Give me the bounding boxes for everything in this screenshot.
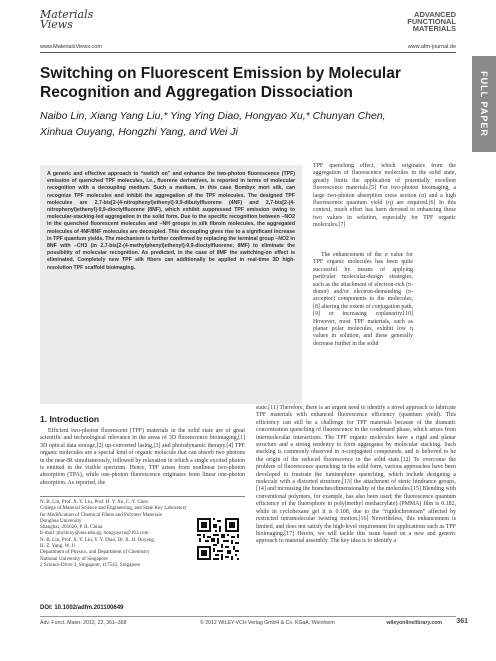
footer-rule [40, 616, 456, 617]
introduction-body [40, 428, 245, 487]
introduction-text: Efficient two-photon fluorescent (TPF) materials in the solid state are of great scientific and technological relevance in the areas of 3D fluorescence bioimaging,[1] 3D optical data storage,[2] up-converted lasing,[3] and photodynamic therapy.[4] TPF organic molecules are a special kind of organic molecule that can absorb two photons in the near-IR simultaneously, followed by relaxation in which a single excited photon is emitted in the visible spectrum. Hence, TPF arises from nonlinear two-photon absorption (TPA), while one-photon fluorescence originates from linear one-photon absorption. As reported, the [40, 428, 245, 486]
affiliation-line: Department of Physics, and Department of Chemistry [40, 549, 150, 556]
doi-link[interactable]: DOI: 10.1002/adfm.201100649 [40, 605, 124, 611]
affiliation-line: for Modification of Chemical Fibers and Polymer Materials [40, 511, 162, 518]
abstract-text: A generic and effective approach to “switch on” and enhance the two-photon fluorescence (TPF) emission of quenched TPF molecules, i.e., fluorene derivatives, is reported in terms of molecular recognition with a decoupling medium. Such a medium, in this case Bombyx mori silk, can recognize TPF molecules and inhibit the aggregation of the TPF molecules. The designed TPF molecules are 2,7-bis[2-(4-nitrophenyl)ethenyl]-9,9-dibutylfluorene (4NF) and 2,7-bis[2-(4-nitrophenyl)ethenyl]-9,9-dioctylfluorene (8NF), which exhibit suppressed TPF emission owing to molecular-stacking-led aggregation in the solid form. Due to the specific recognition between –NO2 in the quenched fluorescent molecules and –NH groups in silk fibroin molecules, the aggregated molecules of 4NF/8NF molecules are decoupled. This decoupling gives rise to a significant increase in TPF quantum yields. The mechanism is further confirmed by replacing the terminal group –NO2 in 8NF with –CH3 (in 2,7-bis[2-(4-methylphenyl)ethenyl]-9,9-dioctylfluorene; 8MF) to eliminate the possibility of molecular recognition. As predicted, in the case of 8MF the switching-on effect is eliminated. Completely new TPF silk fibers can additionally be applied in real-time 3D high-resolution TPF scaffold bioimaging. [47, 171, 295, 271]
affiliation-line: 2 Science Drive 3, Singapore, 117542, Singapore [40, 561, 141, 568]
logo-right-line1: ADVANCED [414, 10, 456, 19]
affiliation-line: National University of Singapore [40, 555, 108, 562]
right-column-bottom [256, 405, 456, 546]
header-rule [40, 52, 456, 53]
article-title: Switching on Fluorescent Emission by Molecular Recognition and Aggregation Dissociation [40, 65, 401, 101]
authors-line-1: Naibo Lin, Xiang Yang Liu,* Ying Ying Diao, Hongyao Xu,* Chunyan Chen, [40, 110, 386, 122]
footnote-rule [40, 496, 245, 497]
affiliation-line: H. Z. Yang, W. Ji [40, 543, 75, 550]
right-column-mid [313, 252, 413, 348]
affiliation-line: N. B. Lin, Prof. X. Y. Liu, Prof. H. Y. Xu, C. Y. Chen [40, 499, 149, 505]
site-right-link[interactable]: www.afm-journal.de [407, 44, 456, 50]
page-number: 361 [456, 618, 468, 625]
logo-right-line3: MATERIALS [412, 24, 456, 34]
affiliation-line: N. B. Lin, Prof. X. Y. Liu, Y. Y. Diao, Dr. X. H. Ouyang, [40, 536, 156, 543]
page-footer [40, 618, 468, 630]
site-left-link[interactable]: www.MaterialsViews.com [40, 44, 102, 50]
qr-code-icon[interactable] [197, 518, 239, 560]
right-col-mid-text: The enhancement of the σ value for TPF organic molecules has been quite successful by means of applying particular molecular-design strategies, such as the attachment of electron-rich (π-donor) and/or electron-demanding (π-acceptor) components to the molecules,[8] altering the extent of conjugation path,[9] or increasing coplanarity.[10] However, most TPF materials, such as planar polar molecules, exhibit low η values in solution, and these generally decrease further in the solid [313, 252, 413, 347]
right-column-top [313, 163, 456, 230]
author-list [40, 108, 440, 140]
logo-right-line2: FUNCTIONAL [407, 17, 456, 27]
affiliation-line: College of Material Science and Engineering, and State Key Laboratory [40, 505, 187, 512]
journal-logo [407, 11, 456, 33]
full-paper-tab [472, 56, 496, 152]
authors-line-2: Xinhua Ouyang, Hongzhi Yang, and Wei Ji [40, 126, 238, 138]
abstract-box [40, 165, 302, 404]
footer-citation: Adv. Funct. Mater. 2012, 22, 361–368 [40, 620, 127, 626]
logo-left-text: Materials Views [40, 8, 94, 31]
affiliation-line: Shanghai, 201620, P. R. China [40, 524, 103, 531]
affiliations [40, 499, 200, 568]
right-col-top-text: TPF quenching effect, which originates from the aggregation of fluorescence molecules in the solid state, greatly limits the application of potentially excellent fluorescence materials.[5] For two-photon bioimaging, a large two-photon absorption cross section (σ) and a high fluorescence quantum yield (η) are required.[6] In this context, much effort has been devoted to enhancing these two values in solution, especially for TPF organic molecules.[7] [313, 163, 456, 229]
right-col-bot-text: state.[11] Therefore, there is an urgent need to identify a novel approach to fabricate TPF materials with enhanced fluorescence efficiency (quantum yield). This efficiency can still be a challenge for TPF materials because of the dramatic concentration quenching of fluorescence in the condensed phase, which arises from intermolecular interactions. The TPF organic molecules have a rigid and planar structure and a strong tendency to form aggregates by molecular stacking. Such stacking is commonly observed in π-conjugated compounds, and is believed to be the origin of the reduced fluorescence in the solid state.[12] To overcome the problem of fluorescence quenching in the solid form, various approaches have been developed to frustrate the luminophore quenching, which include designing a molecule with a distorted structure,[13] the attachment of steric hindrance groups,[14] and increasing the branches/dimensionality of the molecules.[15] Blending with conventional polymers, for example, has also been used; the fluorescence quantum efficiency of the fluorophore in poly(methyl methacrylate) (PMMA) film is 0.182, while in cyclohexane gel it is 0.108, due to the “rigidochromism” affected by restricted intramolecular twisting motion.[16] Nevertheless, this enhancement is limited, and does not satisfy the high-level requirement for applications such as TPF bioimaging.[17] Herein, we will tackle this issue based on a new and generic approach to material assembly. The key idea is to identify a [256, 405, 456, 545]
full-paper-label: FULL PAPER [479, 71, 489, 137]
footer-copyright: © 2012 WILEY-VCH Verlag GmbH & Co. KGaA, Weinheim [200, 620, 335, 626]
materials-views-logo [40, 8, 94, 31]
affiliation-email[interactable]: E-mail: phyliuxy@nus.edu.sg; hongyaoxu@163.com [40, 530, 149, 537]
footer-website[interactable]: wileyonlinelibrary.com [386, 620, 442, 626]
affiliation-line: Donghua University [40, 517, 82, 524]
introduction-heading: 1. Introduction [40, 414, 100, 424]
